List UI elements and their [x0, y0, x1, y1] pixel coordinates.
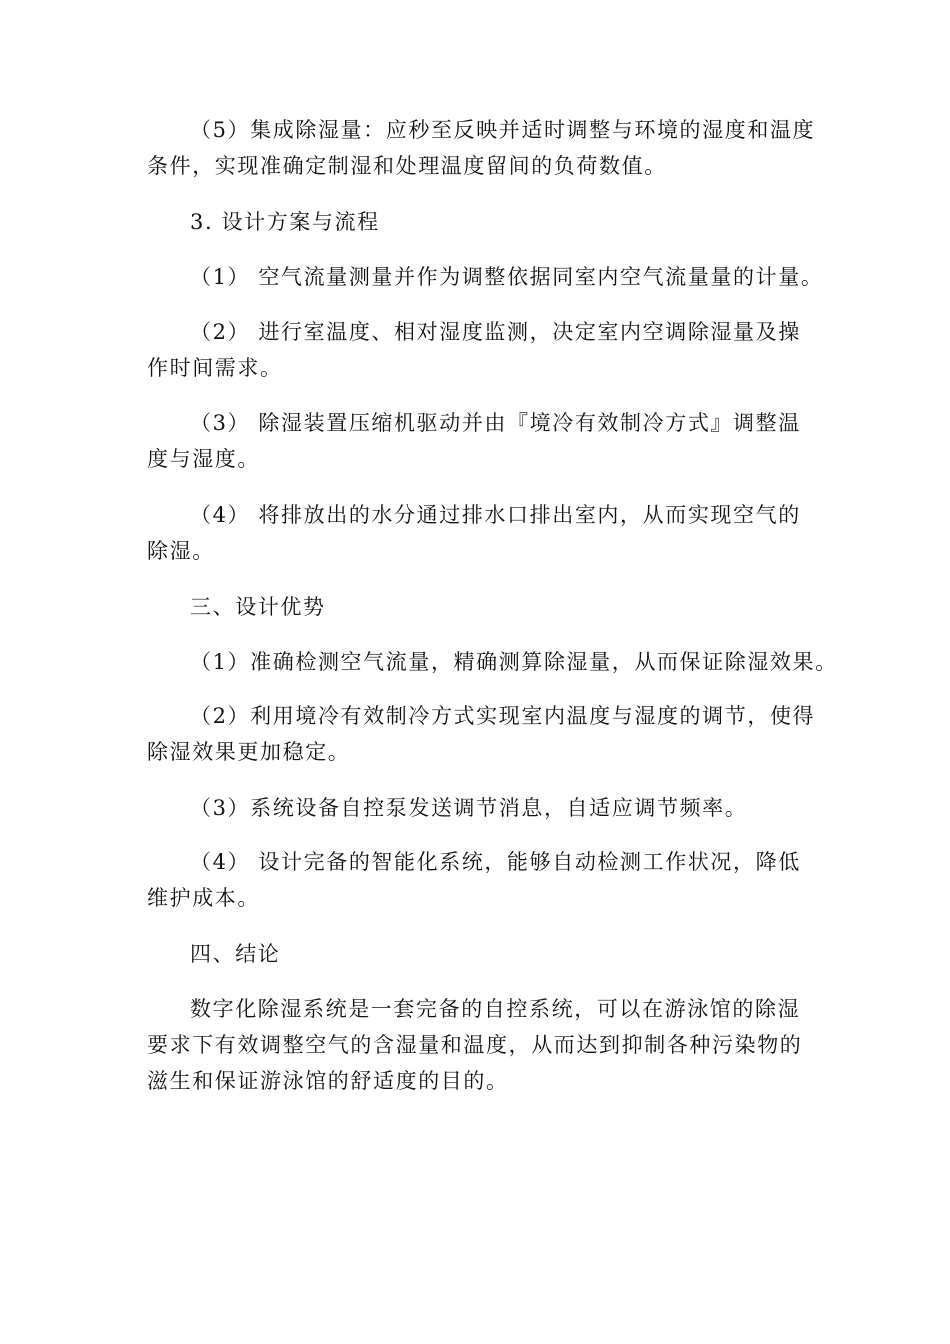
paragraph-line: （3） 除湿装置压缩机驱动并由『境冷有效制冷方式』调整温 [190, 411, 801, 435]
paragraph-line: 作时间需求。 [147, 356, 283, 380]
paragraph-line: 除湿。 [147, 539, 215, 563]
section-heading: 四、结论 [190, 942, 281, 966]
paragraph-line: （4） 将排放出的水分通过排水口排出室内，从而实现空气的 [190, 503, 801, 527]
paragraph-line: （2）利用境冷有效制冷方式实现室内温度与湿度的调节，使得 [190, 704, 816, 728]
paragraph-line: 维护成本。 [147, 886, 260, 910]
section-heading: 三、设计优势 [190, 595, 326, 619]
paragraph-line: 度与湿度。 [147, 447, 260, 471]
paragraph-line: （5）集成除湿量：应秒至反映并适时调整与环境的湿度和温度 [190, 118, 816, 142]
section-heading: 3. 设计方案与流程 [190, 210, 380, 234]
paragraph-line: （2） 进行室温度、相对湿度监测，决定室内空调除湿量及操 [190, 320, 801, 344]
paragraph-line: （1） 空气流量测量并作为调整依据同室内空气流量量的计量。 [190, 265, 824, 289]
paragraph-line: 条件，实现准确定制湿和处理温度留间的负荷数值。 [147, 154, 667, 178]
paragraph-line: 除湿效果更加稳定。 [147, 740, 351, 764]
paragraph-line: 数字化除湿系统是一套完备的自控系统，可以在游泳馆的除湿 [190, 997, 801, 1021]
paragraph-line: （1）准确检测空气流量，精确测算除湿量，从而保证除湿效果。 [190, 650, 838, 674]
paragraph-line: 滋生和保证游泳馆的舒适度的目的。 [147, 1069, 509, 1093]
paragraph-line: （4） 设计完备的智能化系统，能够自动检测工作状况，降低 [190, 850, 801, 874]
paragraph-line: （3）系统设备自控泵发送调节消息，自适应调节频率。 [190, 796, 748, 820]
paragraph-line: 要求下有效调整空气的含湿量和温度，从而达到抑制各种污染物的 [147, 1033, 803, 1057]
